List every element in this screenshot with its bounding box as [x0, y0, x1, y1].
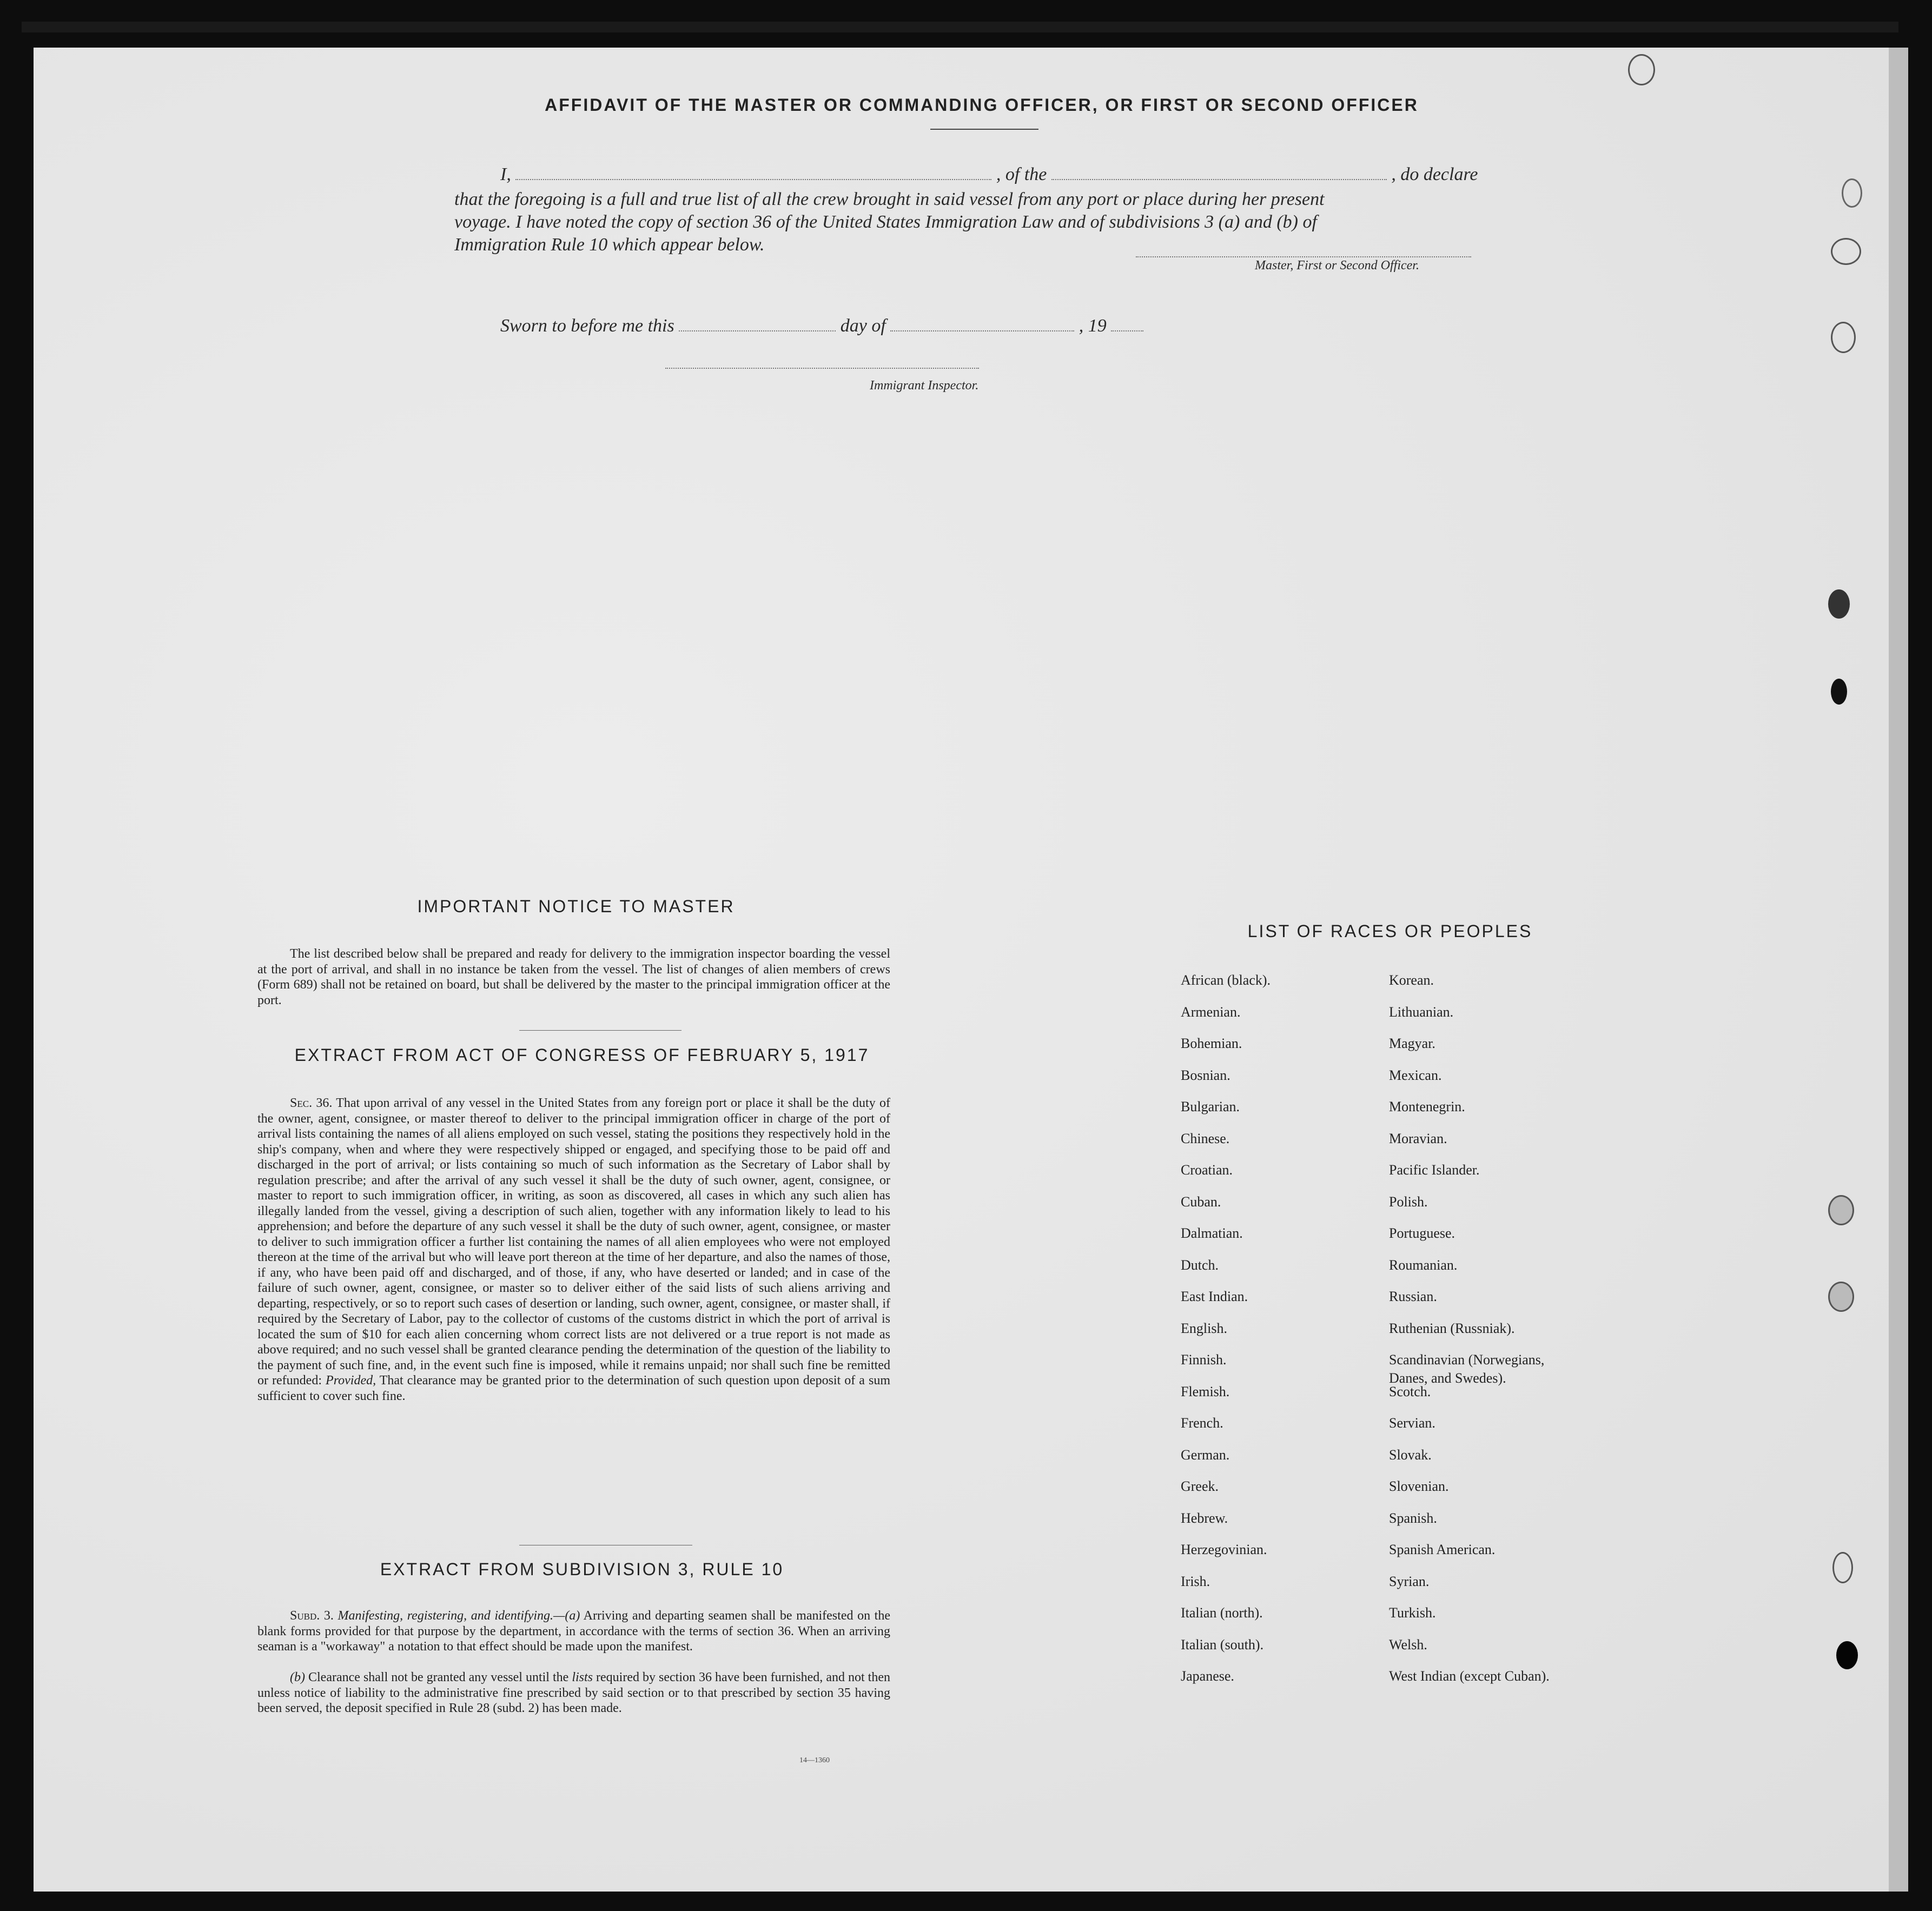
affidavit-i-label: I,: [500, 164, 511, 184]
affidavit-line-3: voyage. I have noted the copy of section 36 of the United States Immigration Law and of subdivisions 3 (a) and (b) of: [454, 212, 1317, 232]
rule-part-b-text-2: required by section 36 have been furnished, and not then unless notice of liability to the administrative fine prescribed by said section or to that prescribed by section 35 having been served, the deposit specified in Rule 28 (subd. 2) has been made.: [257, 1670, 890, 1715]
act-body-text: That upon arrival of any vessel in the United States from any foreign port or place it shall be the duty of the owner, agent, consignee, or master thereof to deliver to the principal immigration officer in charge of the port of arrival lists containing the names of all aliens employed on such vessel, stating the positions they respectively hold in the ship's company, when and where they were respectively shipped or engaged, and specifying those to be paid off and discharged in the port of arrival; or lists containing so much of such information as the Secretary of Labor shall by regulation prescribe; and after the arrival of any such vessel it shall be the duty of such owner, agent, consignee, or master to report to such immigration officer, in writing, as soon as discovered, all cases in which any such alien has illegally landed from the vessel, giving a description of such alien, together with any information likely to lead to his apprehension; and before the departure of any such vessel it shall be the duty of such owner, agent, consignee, or master to deliver to such immigration officer a further list containing the names of all alien employees who were not employed thereon at the time of the arrival but who will leave port thereon at the time of her departure, and also the names of those, if any, who have been paid off and discharged, and of those, if any, who have deserted or landed; and in case of the failure of such owner, agent, consignee, or master so to deliver either of the said lists of such aliens arriving and departing, respectively, or so to report such cases of desertion or landing, such owner, agent, consignee, or master shall, if required by the Secretary of Labor, pay to the collector of customs of the customs district in which the port of arrival is located the sum of $10 for each alien concerning whom correct lists are not delivered or a true report is not made as above required; and no such vessel shall be granted clearance pending the determination of the question of the liability to the payment of such fine, and, in the event such fine is imposed, while it remains unpaid; nor shall such fine be remitted or refunded:: [257, 1096, 890, 1388]
race-right-item: Syrian.: [1389, 1573, 1430, 1589]
race-right-item: Roumanian.: [1389, 1257, 1458, 1273]
affidavit-title: AFFIDAVIT OF THE MASTER OR COMMANDING OFFICER, OR FIRST OR SECOND OFFICER: [545, 95, 1419, 115]
race-right-item: Magyar.: [1389, 1036, 1435, 1051]
affidavit-line-1: [500, 164, 1478, 185]
race-right-item: Slovenian.: [1389, 1478, 1449, 1494]
race-left-item: English.: [1181, 1320, 1227, 1336]
sworn-year-blank[interactable]: [1111, 319, 1143, 331]
sworn-month-blank[interactable]: [890, 319, 1074, 331]
race-right-item: Spanish.: [1389, 1510, 1437, 1526]
race-left-item: Bohemian.: [1181, 1036, 1242, 1051]
race-right-item: Slovak.: [1389, 1446, 1432, 1463]
punch-hole: [1842, 178, 1862, 208]
race-right-item: Welsh.: [1389, 1636, 1427, 1653]
race-left-item: Italian (south).: [1181, 1636, 1264, 1653]
rule-part-a-text: Arriving and departing seamen shall be manifested on the blank forms provided for that purpose by the department, in accordance with the terms of section 36. When an arriving seaman is a "workaway" a notation to that effect should be made upon the manifest.: [257, 1609, 891, 1654]
notice-rule: [519, 1030, 682, 1031]
race-left-item: African (black).: [1181, 972, 1271, 988]
signature-blank[interactable]: [1136, 244, 1471, 257]
race-right-item: West Indian (except Cuban).: [1389, 1668, 1550, 1684]
races-title: LIST OF RACES OR PEOPLES: [1247, 921, 1533, 941]
name-blank[interactable]: [515, 167, 991, 180]
affidavit-line-2: that the foregoing is a full and true list of all the crew brought in said vessel from any port or place during her present: [454, 189, 1325, 209]
race-left-item: Herzegovinian.: [1181, 1542, 1267, 1557]
race-left-item: French.: [1181, 1415, 1223, 1431]
signature-label: Master, First or Second Officer.: [1255, 258, 1419, 273]
race-left-item: Flemish.: [1181, 1383, 1230, 1399]
act-provided-label: Provided,: [326, 1373, 376, 1388]
sworn-year-label: , 19: [1079, 316, 1107, 336]
punch-hole: [1831, 322, 1856, 353]
race-left-item: Bulgarian.: [1181, 1099, 1240, 1114]
vessel-blank[interactable]: [1051, 167, 1387, 180]
page-edge-right: [1889, 48, 1908, 1892]
sworn-line: [500, 316, 1143, 336]
rule-part-b-lists: lists: [572, 1670, 593, 1684]
race-right-item: Montenegrin.: [1389, 1099, 1465, 1114]
race-left-item: Dutch.: [1181, 1257, 1219, 1273]
race-left-item: Croatian.: [1181, 1162, 1233, 1178]
race-left-item: Chinese.: [1181, 1130, 1230, 1146]
race-right-item: Pacific Islander.: [1389, 1162, 1480, 1178]
race-right-item: Turkish.: [1389, 1605, 1436, 1621]
inspector-signature-blank[interactable]: [665, 356, 979, 369]
act-title: EXTRACT FROM ACT OF CONGRESS OF FEBRUARY 5, 1917: [294, 1045, 870, 1065]
affidavit-line-4: Immigration Rule 10 which appear below.: [454, 235, 765, 255]
rule-part-a-label: —(a): [553, 1609, 580, 1623]
rule-title: EXTRACT FROM SUBDIVISION 3, RULE 10: [380, 1560, 784, 1579]
punch-hole: [1836, 1641, 1858, 1669]
affidavit-do-declare-label: , do declare: [1391, 164, 1478, 184]
race-right-item: Moravian.: [1389, 1130, 1447, 1146]
act-provided-text: That clearance may be granted prior to the determination of such question upon deposit of a sum sufficient to cover such fine.: [257, 1373, 891, 1403]
races-left-column: [1181, 971, 1386, 1699]
race-right-item: Mexican.: [1389, 1067, 1442, 1083]
race-right-item: Korean.: [1389, 972, 1434, 988]
sworn-prefix: Sworn to before me this: [500, 316, 674, 336]
race-right-item: Servian.: [1389, 1415, 1435, 1431]
inspector-label: Immigrant Inspector.: [870, 379, 979, 393]
race-left-item: Italian (north).: [1181, 1605, 1263, 1621]
race-left-item: Cuban.: [1181, 1193, 1221, 1210]
race-right-item: Scandinavian (Norwegians, Danes, and Swedes).: [1389, 1352, 1545, 1386]
race-right-item: Portuguese.: [1389, 1225, 1455, 1241]
punch-hole: [1628, 54, 1655, 85]
rule-part-b: [257, 1670, 890, 1716]
act-sec-label: Sec. 36.: [290, 1096, 333, 1110]
punch-hole: [1828, 589, 1850, 619]
affidavit-title-rule: [930, 129, 1038, 130]
race-right-item: Ruthenian (Russniak).: [1389, 1320, 1515, 1336]
race-right-item: Polish.: [1389, 1193, 1428, 1210]
race-left-item: Finnish.: [1181, 1352, 1227, 1368]
race-left-item: Greek.: [1181, 1478, 1219, 1494]
race-left-item: Hebrew.: [1181, 1510, 1228, 1526]
rule-part-b-label: (b): [290, 1670, 305, 1684]
race-left-item: Japanese.: [1181, 1668, 1234, 1684]
act-body: [257, 1096, 890, 1404]
sworn-day-blank[interactable]: [679, 319, 836, 331]
page-edge-top: [22, 22, 1898, 32]
race-left-item: Bosnian.: [1181, 1067, 1230, 1083]
race-right-item: Spanish American.: [1389, 1542, 1496, 1557]
punch-hole: [1832, 1552, 1853, 1583]
race-left-item: German.: [1181, 1446, 1230, 1463]
punch-hole: [1831, 238, 1861, 265]
affidavit-of-the-label: , of the: [996, 164, 1047, 184]
punch-hole: [1831, 679, 1847, 705]
punch-hole: [1828, 1195, 1854, 1225]
race-left-item: Armenian.: [1181, 1004, 1241, 1020]
rule-part-b-text-1: Clearance shall not be granted any vessel until the: [308, 1670, 569, 1684]
race-right-item: Scotch.: [1389, 1383, 1431, 1399]
rule-subd-heading: Manifesting, registering, and identifying.: [338, 1609, 554, 1623]
race-right-item: Russian.: [1389, 1289, 1437, 1304]
race-left-item: Irish.: [1181, 1573, 1210, 1589]
races-right-column: [1389, 971, 1638, 1699]
rule-part-a: [257, 1608, 890, 1655]
notice-body: The list described below shall be prepared and ready for delivery to the immigration inspector boarding the vessel at the port of arrival, and shall in no instance be taken from the vessel. The list of changes of alien members of crews (Form 689) shall not be retained on board, but shall be delivered by the master to the principal immigration officer at the port.: [257, 947, 890, 1007]
punch-hole: [1828, 1282, 1854, 1312]
notice-title: IMPORTANT NOTICE TO MASTER: [417, 897, 735, 916]
race-right-item: Lithuanian.: [1389, 1004, 1454, 1020]
race-left-item: Dalmatian.: [1181, 1225, 1243, 1241]
race-left-item: East Indian.: [1181, 1289, 1248, 1304]
sworn-day-of-label: day of: [840, 316, 886, 336]
rule-subd-label: Subd. 3.: [290, 1609, 334, 1623]
form-number: 14—1360: [799, 1756, 830, 1764]
